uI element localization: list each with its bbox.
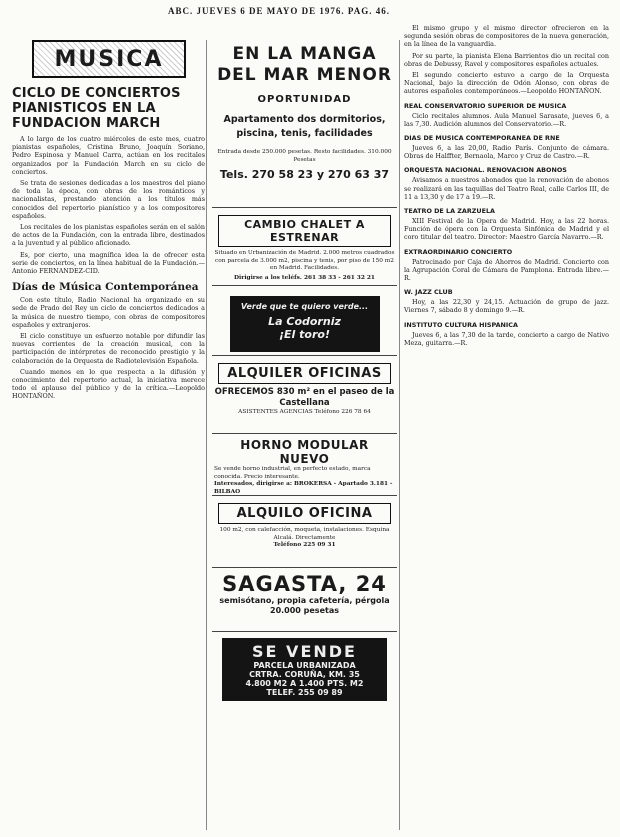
musica-banner: MUSICA — [32, 40, 186, 78]
ad-alquilo — [212, 496, 397, 568]
ad-body: Situado en Urbanización de Madrid. 2.000 metros cuadrados con parcela de 3.000 m2, piscina y tenis, por piso de 150 m2 en Madrid. Facilidades. — [214, 250, 395, 271]
ad-small: Entrada desde 250.000 pesetas. Resto facilidades. 310.000 Pesetas — [217, 149, 392, 163]
section-title: EXTRAORDINARIO CONCIERTO — [404, 247, 513, 256]
ad-phone: TELEF. 255 09 89 — [266, 688, 343, 697]
section-text: Patrocinado por Caja de Ahorros de Madrid. Concierto con la Agrupación Coral de Cámara de Pamplona. Entrada libre.—R. — [404, 257, 609, 283]
ad-title: SE VENDE — [252, 642, 357, 661]
paragraph: A lo largo de los cuatro miércoles de este mes, cuatro pianistas españoles, Cristina Bruno, Joaquín Soriano, Pedro Espinosa y Manuel Carra, actúan en los recitales organizados por la Fundación March en su ciclo de conciertos. — [12, 135, 205, 176]
subheadline: Días de Música Contemporánea — [12, 281, 199, 294]
section-text: Hoy, a las 22,30 y 24,15. Actuación de grupo de jazz. Viernes 7, sábado 8 y domingo 9.—R. — [404, 298, 609, 315]
paragraph: Con este título, Radio Nacional ha organizado en su sede de Prado del Rey un ciclo de conciertos dedicados a la música de nuestro tiempo, con obras de compositores españoles y extranjeros. — [12, 296, 205, 329]
page-header — [0, 0, 620, 22]
headline: CICLO DE CONCIERTOS PIANISTICOS EN LA FUNDACION MARCH — [12, 86, 181, 131]
left-column — [12, 40, 205, 830]
ad-chalet — [212, 208, 397, 286]
paragraph: Los recitales de los pianistas españoles serán en el salón de actos de la Fundación, con la entrada libre, destinados a la juventud y al público aficionado. — [12, 223, 205, 248]
paragraph: Es, por cierto, una magnífica idea la de ofrecer esta serie de conciertos, en la línea habitual de la Fundación.—Antonio FERNANDEZ-CID. — [12, 250, 205, 276]
ad-line: CRTRA. CORUÑA, KM. 35 — [249, 670, 360, 679]
right-column — [404, 24, 609, 834]
section-title: DIAS DE MUSICA CONTEMPORANEA DE RNE — [404, 134, 560, 143]
paragraph: El mismo grupo y el mismo director ofrecieron en la segunda sesión obras de compositores de la nueva generación, en la línea de la vanguardia. — [404, 24, 609, 49]
paragraph: Se trata de sesiones dedicadas a los maestros del piano de toda la época, con obras de los románticos y nacionalistas, prestando atención a los títulos más conocidos del repertorio pianístico y a los compositores españoles. — [12, 179, 205, 220]
paragraph: Por su parte, la pianista Elena Barrientos dio un recital con obras de Debussy, Ravel y compositores españoles actuales. — [404, 51, 609, 68]
ad-line: 4.800 M2 A 1.400 PTS. M2 — [245, 679, 364, 688]
ad-subtitle: OPORTUNIDAD — [257, 94, 352, 105]
section-text: Jueves 6, a las 7,30 de la tarde, concierto a cargo de Nativo Meza, guitarra.—R. — [404, 330, 609, 347]
ad-sagasta — [212, 568, 397, 632]
ad-title: SAGASTA, 24 — [222, 572, 387, 596]
ad-phone: Tels. 270 58 23 y 270 63 37 — [219, 168, 390, 181]
ad-title: HORNO MODULAR NUEVO — [240, 438, 369, 466]
ad-line: Verde que te quiero verde... — [240, 302, 369, 311]
ad-line: PARCELA URBANIZADA — [253, 661, 356, 670]
section-title: REAL CONSERVATORIO SUPERIOR DE MUSICA — [404, 101, 567, 110]
ad-brand: La Codorniz — [268, 315, 341, 328]
ad-phone: Teléfono 225 09 31 — [273, 542, 336, 548]
section-title: INSTITUTO CULTURA HISPANICA — [404, 320, 518, 329]
ad-title: ALQUILER OFICINAS — [218, 363, 391, 384]
header-date: ABC. JUEVES 6 DE MAYO DE 1976. PAG. 46. — [168, 6, 391, 16]
ad-body: Se vende horno industrial, en perfecto estado, marca conocida. Precio interesante. — [214, 466, 371, 480]
section-title: ORQUESTA NACIONAL. RENOVACION ABONOS — [404, 166, 567, 175]
paragraph: El ciclo constituye un esfuerzo notable por difundir las nuevas corrientes de la creación musical, con la participación de intérpretes de reconocido prestigio y la colaboración de la Orquesta de Radiotelevisión Española. — [12, 332, 205, 365]
ad-codorniu — [212, 286, 397, 356]
ad-manga — [212, 40, 397, 208]
section-text: Ciclo recitales alumnos. Aula Manuel Sarasate, jueves 6, a las 7,30. Audición alumnos del Conservatorio.—R. — [404, 111, 609, 128]
ad-title: CAMBIO CHALET A ESTRENAR — [218, 215, 391, 247]
ad-phone: Dirigirse a los teléfs. 261 38 33 - 261 32 21 — [234, 274, 375, 281]
ad-sevende — [222, 638, 387, 701]
ad-body: 100 m2, con calefacción, moqueta, instalaciones. Esquina Alcalá. Directamente — [219, 527, 390, 541]
ad-contact: Interesados, dirigirse a: BROKERSA - Apartado 3.181 - BILBAO — [214, 481, 393, 495]
section-text: Jueves 6, a las 20,00, Radio París. Conjunto de cámara. Obras de Halffter, Bernaola, Marco y Cruz de Castro.—R. — [404, 144, 609, 161]
section-title: W. JAZZ CLUB — [404, 288, 453, 297]
section-text: Avisamos a nuestros abonados que la renovación de abonos se realizará en las taquillas del Teatro Real, calle Carlos III, de 11 a 13,30 y de 17 a 19.—R. — [404, 176, 609, 201]
section-text: XIII Festival de la Opera de Madrid. Hoy, a las 22 horas. Función de ópera con la Orquesta Sinfónica de Madrid y el coro titular del teatro. Director: Maestro García Navarro.—R. — [404, 217, 609, 242]
ad-oficinas — [212, 356, 397, 434]
section-title: TEATRO DE LA ZARZUELA — [404, 207, 495, 216]
ad-body: OFRECEMOS 830 m² en el paseo de la Castellana — [214, 387, 395, 408]
ads-column — [212, 40, 397, 830]
column-divider — [399, 40, 400, 830]
paragraph: Cuando menos en lo que respecta a la difusión y conocimiento del repertorio actual, la iniciativa merece todo el aplauso del público y de la crítica.—Leopoldo HONTAÑON. — [12, 367, 205, 401]
paragraph: El segundo concierto estuvo a cargo de la Orquesta Nacional, bajo la dirección de Odón Alonso, con obras de autores españoles contemporáneos.—Leopoldo HONTAÑON. — [404, 71, 609, 96]
ad-body: semisótano, propia cafetería, pérgola 20.000 pesetas — [219, 596, 390, 615]
column-divider — [206, 40, 207, 830]
ad-phone: ASISTENTES AGENCIAS Teléfono 226 78 64 — [238, 409, 371, 415]
ad-title: EN LA MANGA DEL MAR MENOR — [217, 44, 392, 85]
ad-body: Apartamento dos dormitorios, piscina, tenis, facilidades — [223, 114, 386, 139]
ad-title: ALQUILO OFICINA — [218, 503, 391, 524]
ad-horno — [212, 434, 397, 496]
codorniu-logo — [230, 296, 380, 352]
ad-line: ¡El toro! — [279, 328, 330, 341]
